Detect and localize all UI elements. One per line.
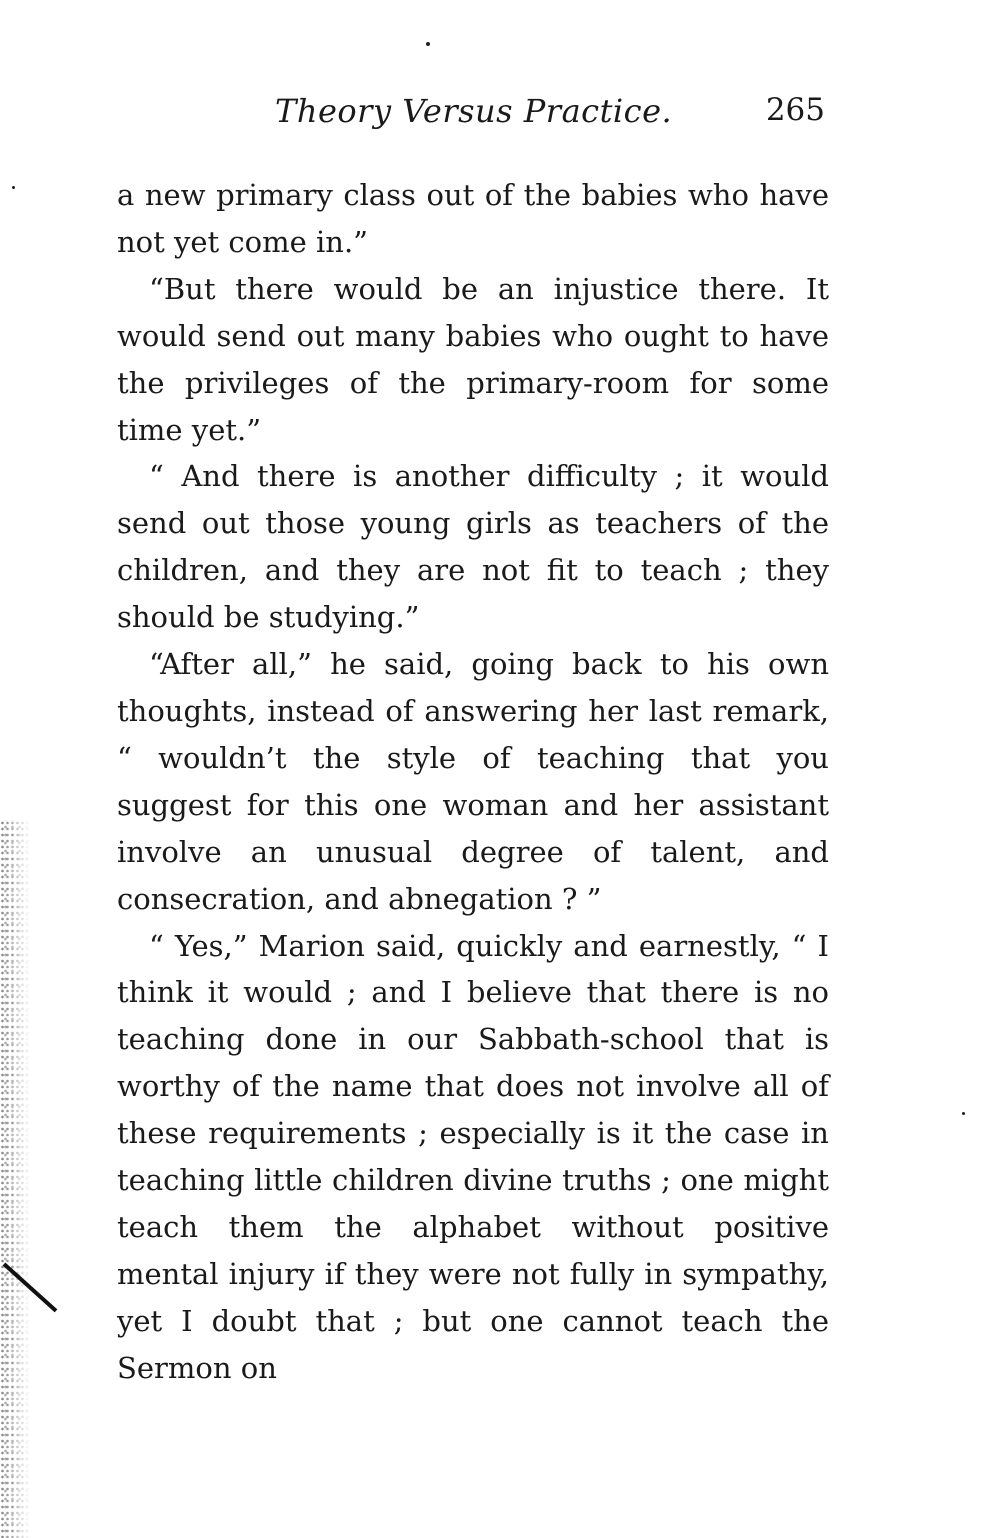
page-number: 265 [765,92,825,128]
paragraph: a new primary class out of the babies who have not yet come in.” [117,178,829,259]
scan-dot [12,186,15,189]
paragraph: “ Yes,” Marion said, quickly and earnestly, “ I think it would ; and I believe that there is no teaching done in our Sabbath-school that is worthy of the name that does not involve all of these requirements ; especially is it the case in teaching little children divine truths ; one might teach them the alphabet without positive mental injury if they were not fully in sympathy, yet I doubt that ; but one cannot teach the Sermon on [117,928,829,1385]
page-edge-speckle [0,820,30,1538]
scan-dot [426,42,430,46]
running-title: Theory Versus Practice. [275,92,673,130]
scan-dot [962,1112,965,1115]
paragraph: “But there would be an injustice there. It would send out many babies who ought to have the privileges of the primary-room for some time yet.” [117,271,829,447]
paragraph: “After all,” he said, going back to his own thoughts, instead of answering her last remark, “ wouldn’t the style of teaching that you suggest for this one woman and her assistant involve an unusual degree of talent, and consecration, and abnegation ? ” [117,647,829,916]
paragraph: “ And there is another difficulty ; it would send out those young girls as teachers of the children, and they are not fit to teach ; they should be studying.” [117,459,829,635]
running-header [120,92,825,136]
body-text [117,172,829,1392]
